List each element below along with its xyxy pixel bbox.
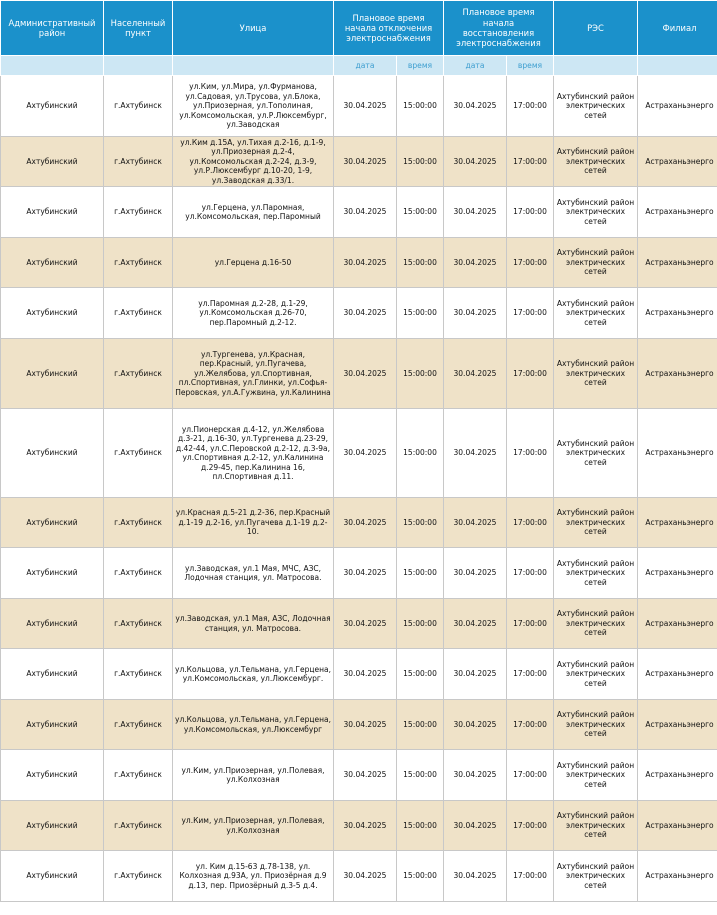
cell-outage-time: 15:00:00 xyxy=(397,288,444,339)
column-header-outage-start[interactable]: Плановое время начала отключения электроснабжения xyxy=(334,1,444,56)
cell-outage-time: 15:00:00 xyxy=(397,498,444,548)
cell-street: ул.Ким д.15А, ул.Тихая д.2-16, д.1-9, ул.Приозерная д.2-4, ул.Комсомольская д.2-24, д.3-9, ул.Р.Люксембург д.10-20, 1-9, ул.Заводская д.33/1. xyxy=(173,137,334,187)
cell-district: Ахтубинский xyxy=(1,599,104,649)
cell-outage-time: 15:00:00 xyxy=(397,238,444,288)
column-header-restore-start[interactable]: Плановое время начала восстановления электроснабжения xyxy=(444,1,554,56)
cell-branch: Астраханьэнерго xyxy=(638,409,717,498)
table-header xyxy=(1,1,717,76)
cell-restore-time: 17:00:00 xyxy=(507,409,554,498)
cell-locality: г.Ахтубинск xyxy=(104,187,173,238)
cell-outage-time: 15:00:00 xyxy=(397,649,444,700)
cell-street: ул. Ким д.15-63 д.78-138, ул. Колхозная д.93А, ул. Приозёрная д.9 д.13, пер. Приозёрный д.3-5 д.4. xyxy=(173,851,334,902)
subheader-blank xyxy=(1,56,104,76)
cell-restore-time: 17:00:00 xyxy=(507,137,554,187)
cell-locality: г.Ахтубинск xyxy=(104,288,173,339)
table-row xyxy=(1,599,717,649)
cell-street: ул.Ким, ул.Приозерная, ул.Полевая, ул.Колхозная xyxy=(173,750,334,801)
cell-restore-date: 30.04.2025 xyxy=(444,339,507,409)
cell-res: Ахтубинский район электрических сетей xyxy=(554,137,638,187)
cell-res: Ахтубинский район электрических сетей xyxy=(554,238,638,288)
cell-branch: Астраханьэнерго xyxy=(638,76,717,137)
cell-restore-date: 30.04.2025 xyxy=(444,548,507,599)
cell-restore-time: 17:00:00 xyxy=(507,851,554,902)
cell-outage-date: 30.04.2025 xyxy=(334,339,397,409)
column-header-locality[interactable]: Населенный пункт xyxy=(104,1,173,56)
cell-branch: Астраханьэнерго xyxy=(638,599,717,649)
cell-locality: г.Ахтубинск xyxy=(104,700,173,750)
table-row xyxy=(1,187,717,238)
cell-branch: Астраханьэнерго xyxy=(638,801,717,851)
table-row xyxy=(1,649,717,700)
subheader-blank xyxy=(638,56,717,76)
cell-outage-date: 30.04.2025 xyxy=(334,288,397,339)
cell-branch: Астраханьэнерго xyxy=(638,339,717,409)
cell-outage-time: 15:00:00 xyxy=(397,548,444,599)
cell-district: Ахтубинский xyxy=(1,851,104,902)
subheader-restore-date: дата xyxy=(444,56,507,76)
cell-restore-date: 30.04.2025 xyxy=(444,851,507,902)
cell-locality: г.Ахтубинск xyxy=(104,801,173,851)
cell-outage-time: 15:00:00 xyxy=(397,750,444,801)
cell-res: Ахтубинский район электрических сетей xyxy=(554,339,638,409)
cell-locality: г.Ахтубинск xyxy=(104,649,173,700)
cell-district: Ахтубинский xyxy=(1,76,104,137)
cell-restore-date: 30.04.2025 xyxy=(444,76,507,137)
cell-branch: Астраханьэнерго xyxy=(638,498,717,548)
cell-restore-date: 30.04.2025 xyxy=(444,409,507,498)
cell-outage-time: 15:00:00 xyxy=(397,599,444,649)
cell-outage-time: 15:00:00 xyxy=(397,137,444,187)
cell-restore-time: 17:00:00 xyxy=(507,649,554,700)
cell-street: ул.Заводская, ул.1 Мая, АЗС, Лодочная станция, ул. Матросова. xyxy=(173,599,334,649)
cell-locality: г.Ахтубинск xyxy=(104,599,173,649)
cell-restore-date: 30.04.2025 xyxy=(444,750,507,801)
cell-district: Ахтубинский xyxy=(1,750,104,801)
cell-locality: г.Ахтубинск xyxy=(104,409,173,498)
cell-branch: Астраханьэнерго xyxy=(638,187,717,238)
cell-restore-date: 30.04.2025 xyxy=(444,498,507,548)
cell-res: Ахтубинский район электрических сетей xyxy=(554,750,638,801)
cell-branch: Астраханьэнерго xyxy=(638,238,717,288)
cell-locality: г.Ахтубинск xyxy=(104,339,173,409)
subheader-restore-time: время xyxy=(507,56,554,76)
cell-restore-time: 17:00:00 xyxy=(507,76,554,137)
cell-res: Ахтубинский район электрических сетей xyxy=(554,700,638,750)
cell-outage-time: 15:00:00 xyxy=(397,339,444,409)
cell-district: Ахтубинский xyxy=(1,801,104,851)
cell-locality: г.Ахтубинск xyxy=(104,238,173,288)
cell-branch: Астраханьэнерго xyxy=(638,288,717,339)
cell-street: ул.Кольцова, ул.Тельмана, ул.Герцена, ул.Комсомольская, ул.Люксембург xyxy=(173,700,334,750)
cell-restore-date: 30.04.2025 xyxy=(444,137,507,187)
table-row xyxy=(1,238,717,288)
cell-outage-date: 30.04.2025 xyxy=(334,851,397,902)
cell-locality: г.Ахтубинск xyxy=(104,137,173,187)
cell-res: Ахтубинский район электрических сетей xyxy=(554,599,638,649)
cell-district: Ахтубинский xyxy=(1,409,104,498)
cell-locality: г.Ахтубинск xyxy=(104,750,173,801)
cell-outage-time: 15:00:00 xyxy=(397,187,444,238)
cell-district: Ахтубинский xyxy=(1,700,104,750)
cell-street: ул.Герцена, ул.Паромная, ул.Комсомольская, пер.Паромный xyxy=(173,187,334,238)
cell-restore-time: 17:00:00 xyxy=(507,599,554,649)
cell-street: ул.Герцена д.16-50 xyxy=(173,238,334,288)
cell-street: ул.Ким, ул.Мира, ул.Фурманова, ул.Садовая, ул.Трусова, ул.Блока, ул.Приозерная, ул.Тополиная, ул.Комсомольская, ул.Р.Люксембург, ул.Заводская xyxy=(173,76,334,137)
cell-outage-time: 15:00:00 xyxy=(397,801,444,851)
cell-res: Ахтубинский район электрических сетей xyxy=(554,409,638,498)
cell-restore-time: 17:00:00 xyxy=(507,750,554,801)
table-row xyxy=(1,801,717,851)
table-row xyxy=(1,76,717,137)
cell-outage-date: 30.04.2025 xyxy=(334,548,397,599)
cell-branch: Астраханьэнерго xyxy=(638,548,717,599)
cell-street: ул.Заводская, ул.1 Мая, МЧС, АЗС, Лодочная станция, ул. Матросова. xyxy=(173,548,334,599)
cell-district: Ахтубинский xyxy=(1,238,104,288)
cell-district: Ахтубинский xyxy=(1,187,104,238)
cell-district: Ахтубинский xyxy=(1,548,104,599)
cell-outage-time: 15:00:00 xyxy=(397,76,444,137)
cell-outage-date: 30.04.2025 xyxy=(334,801,397,851)
cell-restore-date: 30.04.2025 xyxy=(444,801,507,851)
cell-branch: Астраханьэнерго xyxy=(638,700,717,750)
cell-restore-time: 17:00:00 xyxy=(507,700,554,750)
table-row xyxy=(1,288,717,339)
cell-restore-date: 30.04.2025 xyxy=(444,238,507,288)
cell-branch: Астраханьэнерго xyxy=(638,137,717,187)
table-row xyxy=(1,339,717,409)
cell-district: Ахтубинский xyxy=(1,288,104,339)
cell-outage-date: 30.04.2025 xyxy=(334,187,397,238)
subheader-outage-date: дата xyxy=(334,56,397,76)
table-row xyxy=(1,700,717,750)
cell-branch: Астраханьэнерго xyxy=(638,750,717,801)
cell-district: Ахтубинский xyxy=(1,339,104,409)
cell-res: Ахтубинский район электрических сетей xyxy=(554,649,638,700)
cell-branch: Астраханьэнерго xyxy=(638,851,717,902)
cell-district: Ахтубинский xyxy=(1,498,104,548)
cell-res: Ахтубинский район электрических сетей xyxy=(554,187,638,238)
cell-restore-date: 30.04.2025 xyxy=(444,700,507,750)
subheader-blank xyxy=(173,56,334,76)
column-header-district[interactable]: Административный район xyxy=(1,1,104,56)
cell-outage-time: 15:00:00 xyxy=(397,700,444,750)
cell-street: ул.Ким, ул.Приозерная, ул.Полевая, ул.Колхозная xyxy=(173,801,334,851)
cell-outage-date: 30.04.2025 xyxy=(334,409,397,498)
cell-outage-date: 30.04.2025 xyxy=(334,238,397,288)
cell-outage-date: 30.04.2025 xyxy=(334,498,397,548)
subheader-blank xyxy=(104,56,173,76)
column-header-res[interactable]: РЭС xyxy=(554,1,638,56)
cell-outage-date: 30.04.2025 xyxy=(334,649,397,700)
cell-res: Ахтубинский район электрических сетей xyxy=(554,288,638,339)
cell-outage-date: 30.04.2025 xyxy=(334,599,397,649)
table-row xyxy=(1,409,717,498)
cell-restore-time: 17:00:00 xyxy=(507,498,554,548)
cell-street: ул.Красная д.5-21 д.2-36, пер.Красный д.1-19 д.2-16, ул.Пугачева д.1-19 д.2-10. xyxy=(173,498,334,548)
cell-restore-time: 17:00:00 xyxy=(507,548,554,599)
cell-restore-time: 17:00:00 xyxy=(507,238,554,288)
cell-outage-time: 15:00:00 xyxy=(397,409,444,498)
cell-restore-date: 30.04.2025 xyxy=(444,288,507,339)
cell-restore-date: 30.04.2025 xyxy=(444,599,507,649)
table-row xyxy=(1,498,717,548)
cell-district: Ахтубинский xyxy=(1,649,104,700)
column-header-street[interactable]: Улица xyxy=(173,1,334,56)
cell-branch: Астраханьэнерго xyxy=(638,649,717,700)
table-row xyxy=(1,851,717,902)
cell-restore-time: 17:00:00 xyxy=(507,801,554,851)
subheader-outage-time: время xyxy=(397,56,444,76)
cell-street: ул.Пионерская д.4-12, ул.Желябова д.3-21, д.16-30, ул.Тургенева д.23-29, д.42-44, ул.С.Перовской д.2-12, д.3-9а, ул.Спортивная д.2-12, ул.Калинина д.29-45, пер.Калинина 16, пл.Спортивная д.11. xyxy=(173,409,334,498)
cell-res: Ахтубинский район электрических сетей xyxy=(554,851,638,902)
cell-restore-time: 17:00:00 xyxy=(507,288,554,339)
cell-outage-date: 30.04.2025 xyxy=(334,700,397,750)
cell-restore-date: 30.04.2025 xyxy=(444,649,507,700)
cell-locality: г.Ахтубинск xyxy=(104,851,173,902)
table-row xyxy=(1,137,717,187)
cell-outage-time: 15:00:00 xyxy=(397,851,444,902)
column-header-branch[interactable]: Филиал xyxy=(638,1,717,56)
cell-res: Ахтубинский район электрических сетей xyxy=(554,801,638,851)
cell-street: ул.Тургенева, ул.Красная, пер.Красный, ул.Пугачева, ул.Желябова, ул.Спортивная, пл.Спортивная, ул.Глинки, ул.Софья-Перовская, ул.А.Гужвина, ул.Калинина xyxy=(173,339,334,409)
cell-restore-time: 17:00:00 xyxy=(507,339,554,409)
cell-outage-date: 30.04.2025 xyxy=(334,76,397,137)
table-row xyxy=(1,548,717,599)
cell-street: ул.Паромная д.2-28, д.1-29, ул.Комсомольская д.26-70, пер.Паромный д.2-12. xyxy=(173,288,334,339)
cell-res: Ахтубинский район электрических сетей xyxy=(554,548,638,599)
table-row xyxy=(1,750,717,801)
cell-district: Ахтубинский xyxy=(1,137,104,187)
cell-restore-time: 17:00:00 xyxy=(507,187,554,238)
cell-locality: г.Ахтубинск xyxy=(104,548,173,599)
cell-street: ул.Кольцова, ул.Тельмана, ул.Герцена, ул.Комсомольская, ул.Люксембург. xyxy=(173,649,334,700)
cell-locality: г.Ахтубинск xyxy=(104,76,173,137)
table-body xyxy=(1,76,717,902)
cell-locality: г.Ахтубинск xyxy=(104,498,173,548)
header-row xyxy=(1,1,717,56)
cell-outage-date: 30.04.2025 xyxy=(334,750,397,801)
subheader-row xyxy=(1,56,717,76)
cell-outage-date: 30.04.2025 xyxy=(334,137,397,187)
cell-res: Ахтубинский район электрических сетей xyxy=(554,76,638,137)
subheader-blank xyxy=(554,56,638,76)
cell-restore-date: 30.04.2025 xyxy=(444,187,507,238)
cell-res: Ахтубинский район электрических сетей xyxy=(554,498,638,548)
